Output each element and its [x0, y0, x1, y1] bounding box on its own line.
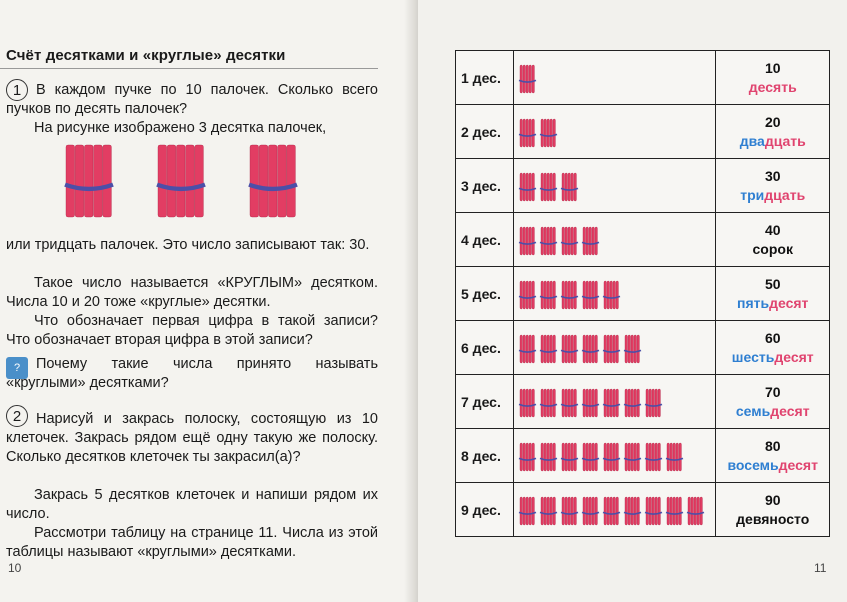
page-title: Счёт десятками и «круглые» десятки [6, 47, 286, 64]
tens-word-part: десять [748, 78, 797, 95]
tens-word-part: десят [769, 294, 809, 311]
tens-value-cell [716, 375, 830, 429]
tens-label: 1 дес. [456, 51, 514, 105]
task1-round-tens: Такое число называется «КРУГЛЫМ» десятком. Числа 10 и 20 тоже «круглые» десятки. [6, 275, 378, 310]
tens-value-cell [716, 159, 830, 213]
bundles-cell [513, 51, 716, 105]
thinking-icon: ? [6, 357, 28, 379]
tens-word-part: три [740, 186, 765, 203]
tens-word-part: дцать [764, 132, 806, 149]
tens-word-part: девяносто [736, 510, 810, 527]
bundles-cell [513, 105, 716, 159]
tens-label: 9 дес. [456, 483, 514, 537]
stick-bundle [540, 335, 557, 363]
tens-number: 80 [764, 437, 781, 454]
stick-bundle [519, 443, 536, 471]
tens-table [455, 50, 830, 537]
tens-word [749, 79, 797, 95]
tens-value-cell [716, 483, 830, 537]
stick-bundle [645, 497, 662, 525]
left-page [0, 0, 418, 602]
task2-strip: Нарисуй и закрась полоску, состоящую из 10 клеточек. Закрась рядом ещё одну такую же полоску. Сколько десятков клеточек ты закрасил(а)? [6, 411, 378, 465]
tens-word [740, 187, 805, 203]
bundles-row-illustration [514, 161, 714, 211]
tens-label: 2 дес. [456, 105, 514, 159]
stick-bundle [603, 497, 620, 525]
table-row [456, 321, 830, 375]
tens-word [728, 457, 818, 473]
bundles-cell [513, 429, 716, 483]
table-row [456, 267, 830, 321]
tens-word [732, 349, 814, 365]
stick-bundle [603, 443, 620, 471]
table-row [456, 429, 830, 483]
table-row [456, 105, 830, 159]
stick-bundle [540, 497, 557, 525]
task1-digits-question: Что обозначает первая цифра в такой записи? Что обозначает вторая цифра в этой записи? [6, 313, 378, 348]
tens-value-cell [716, 51, 830, 105]
tens-value-cell [716, 321, 830, 375]
tens-word-part: десят [778, 456, 818, 473]
stick-bundle [519, 281, 536, 309]
stick-bundle [687, 497, 704, 525]
tens-word [753, 241, 793, 257]
stick-bundle [582, 335, 599, 363]
tens-value-cell [716, 213, 830, 267]
table-row [456, 213, 830, 267]
tens-number: 60 [764, 329, 781, 346]
tens-word-part: сорок [752, 240, 793, 257]
bundles-cell [513, 321, 716, 375]
title-divider [0, 68, 378, 69]
stick-bundle [519, 227, 536, 255]
stick-bundle [603, 335, 620, 363]
tens-number: 70 [764, 383, 781, 400]
stick-bundle [561, 227, 578, 255]
stick-bundle [603, 389, 620, 417]
tens-number: 90 [764, 491, 781, 508]
bundles-row-illustration [514, 323, 714, 373]
bundles-cell [513, 375, 716, 429]
stick-bundle [582, 281, 599, 309]
tens-number: 40 [764, 221, 781, 238]
tens-word [737, 295, 808, 311]
task1-question: В каждом пучке по 10 палочек. Сколько всего пучков по десять палочек? [6, 82, 378, 117]
bundles-row-illustration [514, 53, 714, 103]
task1-why-question: Почему такие числа принято называть «круглыми» десятками? [6, 356, 378, 391]
tens-label: 3 дес. [456, 159, 514, 213]
task1-picture-caption: На рисунке изображено 3 десятка палочек, [34, 120, 327, 136]
tens-label: 7 дес. [456, 375, 514, 429]
bundles-cell [513, 213, 716, 267]
tens-label: 6 дес. [456, 321, 514, 375]
stick-bundle [540, 443, 557, 471]
tens-number: 20 [764, 113, 781, 130]
tens-value-cell [716, 267, 830, 321]
stick-bundle [624, 389, 641, 417]
stick-bundle [582, 443, 599, 471]
stick-bundle [540, 227, 557, 255]
table-row [456, 375, 830, 429]
tens-word-part: десят [770, 402, 810, 419]
stick-bundle [561, 335, 578, 363]
tens-word-part: десят [774, 348, 814, 365]
tens-word-part: шесть [731, 348, 775, 365]
stick-bundle [561, 389, 578, 417]
bundles-cell [513, 267, 716, 321]
tens-word [740, 133, 806, 149]
tens-number: 30 [764, 167, 781, 184]
table-row [456, 483, 830, 537]
task-number-1: 1 [6, 79, 28, 101]
page-number-left: 10 [8, 561, 22, 575]
bundles-row-illustration [514, 377, 714, 427]
tens-word-part: пять [737, 294, 770, 311]
bundles-row-illustration [514, 485, 714, 535]
stick-bundles-illustration [60, 143, 320, 221]
tens-number: 10 [764, 59, 781, 76]
stick-bundle [519, 335, 536, 363]
tens-word [736, 403, 810, 419]
stick-bundle [561, 497, 578, 525]
stick-bundle [540, 281, 557, 309]
tens-word [736, 511, 809, 527]
tens-number: 50 [764, 275, 781, 292]
task2-table-note: Рассмотри таблицу на странице 11. Числа из этой таблицы называют «круглыми» десятками. [6, 525, 378, 560]
tens-word-part: восемь [727, 456, 779, 473]
stick-bundle [666, 497, 683, 525]
tens-value-cell [716, 105, 830, 159]
bundles-cell [513, 483, 716, 537]
task2-five-tens: Закрась 5 десятков клеточек и напиши рядом их число. [6, 487, 378, 522]
stick-bundle [645, 389, 662, 417]
stick-bundle [624, 443, 641, 471]
bundles-row-illustration [514, 431, 714, 481]
stick-bundle [582, 227, 599, 255]
stick-bundle [540, 389, 557, 417]
tens-label: 8 дес. [456, 429, 514, 483]
stick-bundle [624, 335, 641, 363]
stick-bundle-1 [65, 145, 113, 217]
stick-bundle [519, 497, 536, 525]
stick-bundle [561, 173, 578, 201]
tens-word-part: два [739, 132, 765, 149]
stick-bundle [561, 281, 578, 309]
stick-bundle-2 [157, 145, 205, 217]
task-number-2: 2 [6, 405, 28, 427]
stick-bundle [519, 389, 536, 417]
bundles-row-illustration [514, 215, 714, 265]
stick-bundle [582, 389, 599, 417]
tens-label: 5 дес. [456, 267, 514, 321]
stick-bundle [582, 497, 599, 525]
stick-bundle [519, 173, 536, 201]
stick-bundle [540, 173, 557, 201]
table-row [456, 51, 830, 105]
stick-bundle [624, 497, 641, 525]
bundles-cell [513, 159, 716, 213]
bundles-row-illustration [514, 107, 714, 157]
tens-word-part: дцать [764, 186, 806, 203]
table-row [456, 159, 830, 213]
bundles-row-illustration [514, 269, 714, 319]
stick-bundle [561, 443, 578, 471]
page-number-right: 11 [814, 561, 827, 575]
tens-value-cell [716, 429, 830, 483]
stick-bundle [519, 119, 536, 147]
stick-bundle [666, 443, 683, 471]
stick-bundle [645, 443, 662, 471]
tens-label: 4 дес. [456, 213, 514, 267]
tens-word-part: семь [735, 402, 771, 419]
stick-bundle-3 [249, 145, 297, 217]
stick-bundle [603, 281, 620, 309]
stick-bundle [540, 119, 557, 147]
stick-bundle [519, 65, 536, 93]
task1-thirty: или тридцать палочек. Это число записывают так: 30. [6, 237, 370, 253]
